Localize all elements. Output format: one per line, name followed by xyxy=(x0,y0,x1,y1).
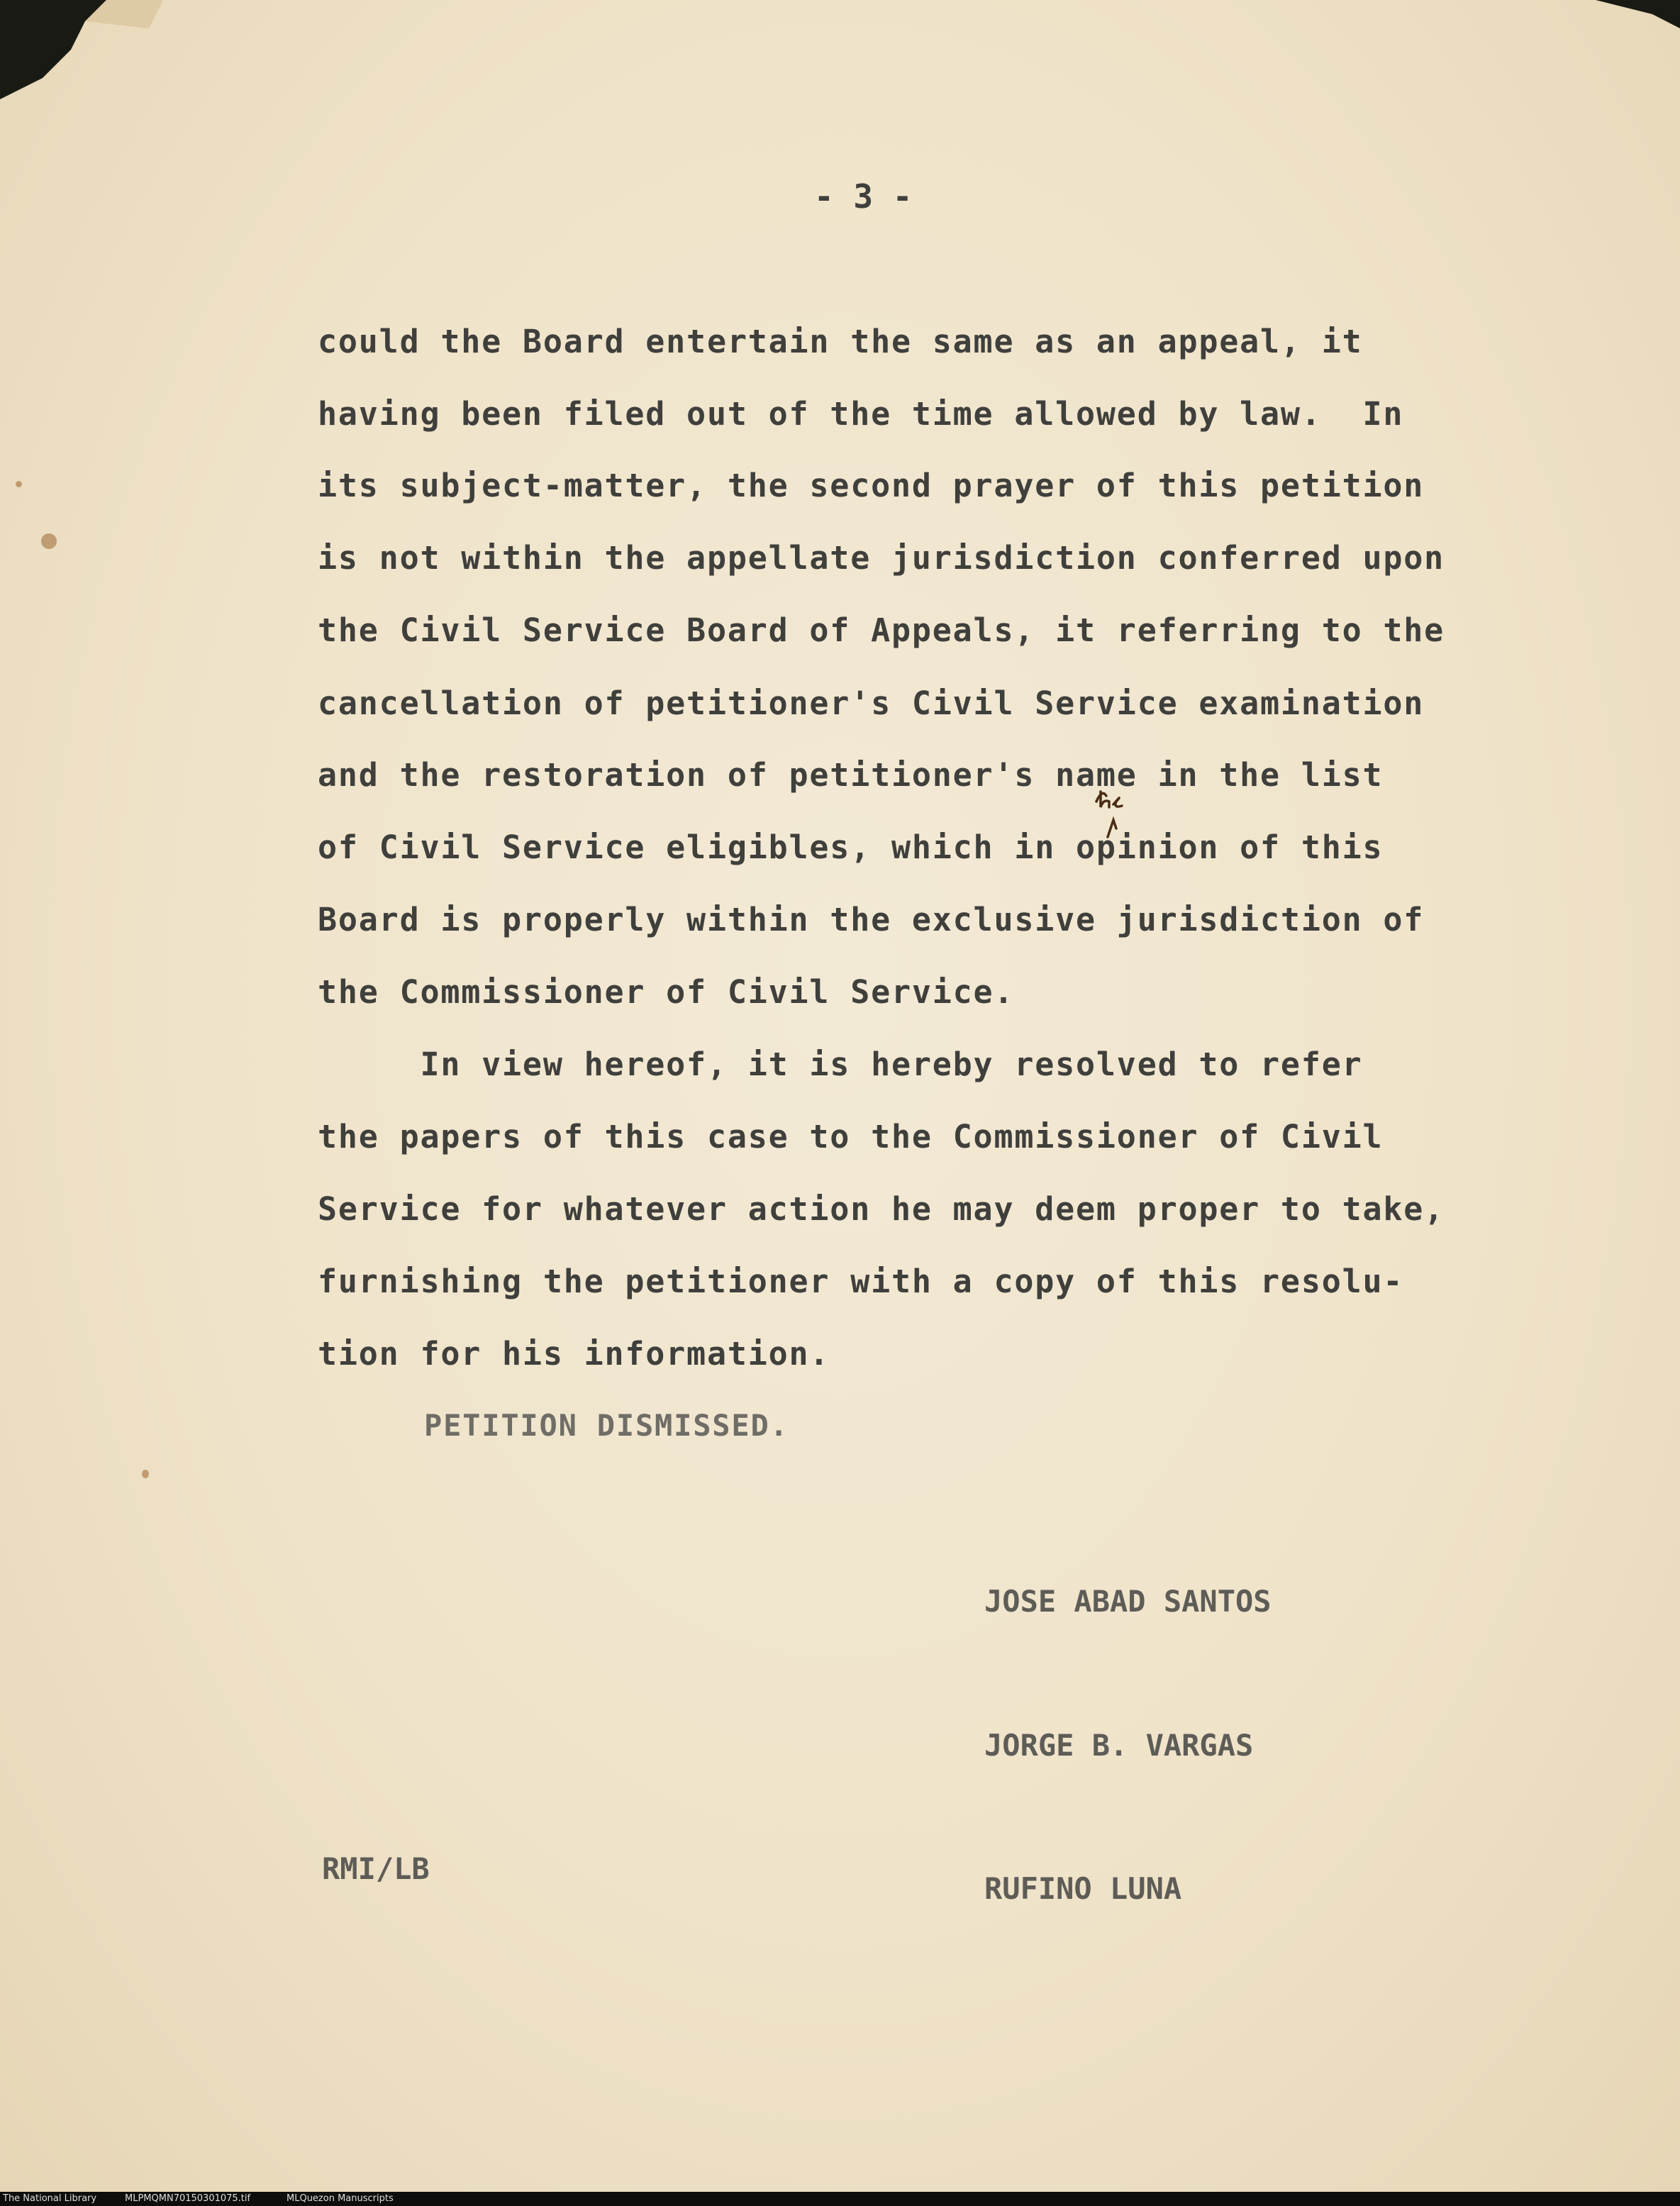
disposition: PETITION DISMISSED. xyxy=(424,1408,789,1443)
scan-footer xyxy=(0,2192,1680,2206)
body-line: furnishing the petitioner with a copy of this resolu- xyxy=(318,1263,1404,1300)
body-line: Board is properly within the exclusive jurisdiction of xyxy=(318,901,1425,938)
footer-file-id: MLPMQMN70150301075.tif xyxy=(125,2193,251,2204)
body-line: In view hereof, it is hereby resolved to refer xyxy=(318,1046,1363,1083)
signatory-name: RUFINO LUNA xyxy=(984,1871,1182,1906)
body-line: its subject-matter, the second prayer of this petition xyxy=(318,467,1425,504)
footer-library: The National Library xyxy=(3,2193,97,2204)
body-line: the Civil Service Board of Appeals, it referring to the xyxy=(318,611,1445,649)
body-line: and the restoration of petitioner's name in the list xyxy=(318,756,1384,794)
body-line: cancellation of petitioner's Civil Service examination xyxy=(318,684,1425,722)
body-line: having been filed out of the time allowed by law. In xyxy=(318,395,1404,433)
page-number: - 3 - xyxy=(814,177,913,216)
body-line: Service for whatever action he may deem proper to take, xyxy=(318,1190,1445,1228)
reference-initials: RMI/LB xyxy=(322,1851,430,1886)
paper-stain xyxy=(41,533,57,549)
signatory-name: JOSE ABAD SANTOS xyxy=(984,1584,1272,1619)
handwritten-insertion xyxy=(1092,786,1149,843)
body-line: the papers of this case to the Commissioner of Civil xyxy=(318,1118,1384,1155)
torn-corner xyxy=(0,0,1680,99)
body-line: the Commissioner of Civil Service. xyxy=(318,973,1015,1011)
signatory-name: JORGE B. VARGAS xyxy=(984,1728,1254,1763)
paper-stain xyxy=(142,1470,149,1478)
body-line: tion for his information. xyxy=(318,1335,830,1373)
footer-collection: MLQuezon Manuscripts xyxy=(287,2193,394,2204)
body-line: of Civil Service eligibles, which in opinion of this xyxy=(318,828,1384,866)
paper-stain xyxy=(16,481,22,487)
body-line: could the Board entertain the same as an appeal, it xyxy=(318,323,1363,360)
body-line: is not within the appellate jurisdiction conferred upon xyxy=(318,539,1445,577)
